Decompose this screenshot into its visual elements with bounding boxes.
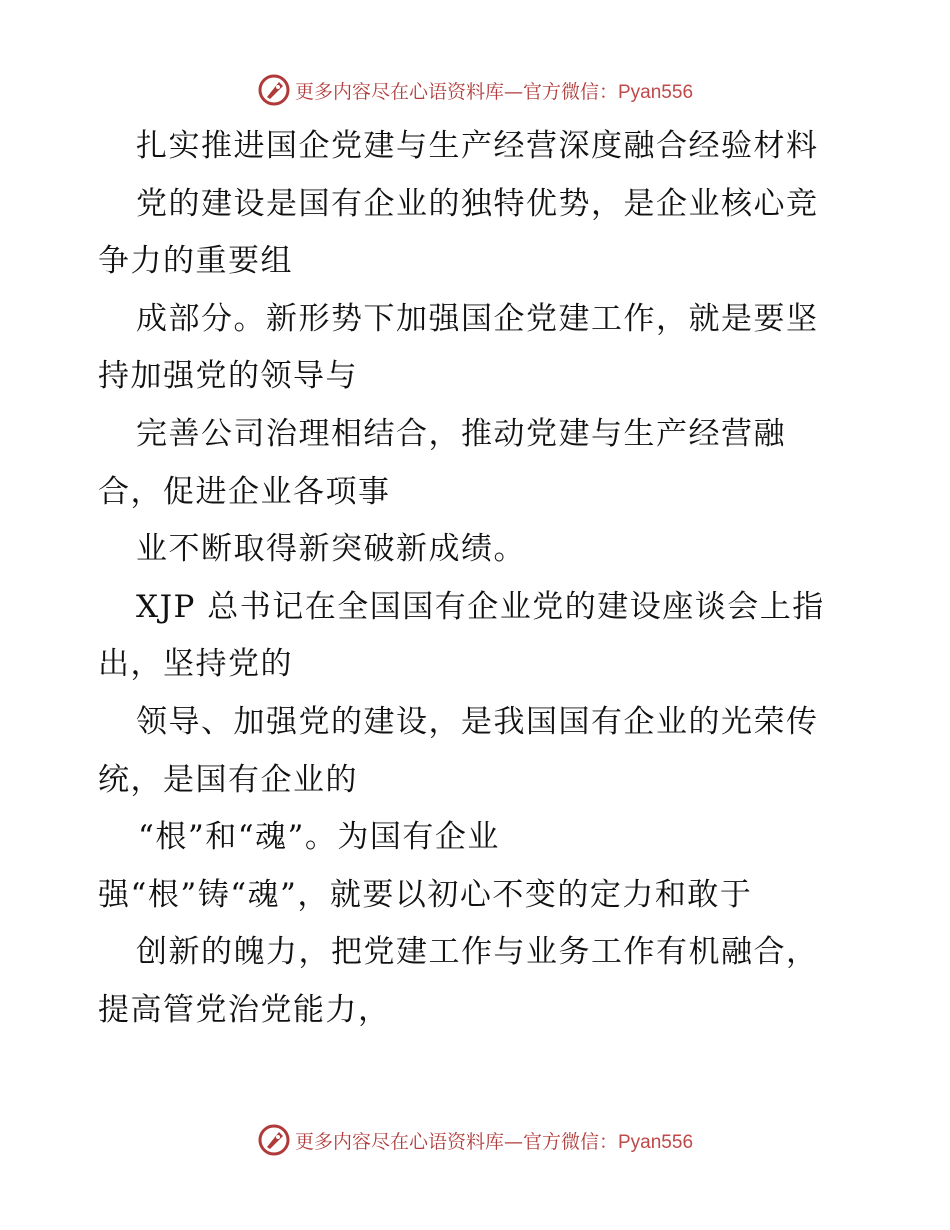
paragraph-line: 强“根”铸“魂”，就要以初心不变的定力和敢于 (98, 876, 753, 913)
paragraph-line: 统，是国有企业的 (98, 761, 358, 798)
header-account: Pyan556 (618, 81, 694, 103)
paragraph-line: 领导、加强党的建设，是我国国有企业的光荣传 (136, 703, 819, 740)
footer-account: Pyan556 (618, 1131, 694, 1153)
document-title: 扎实推进国企党建与生产经营深度融合经验材料 (136, 128, 819, 164)
header-text: 更多内容尽在心语资料库—官方微信：Pyan556 (294, 80, 694, 103)
header-banner (0, 70, 950, 110)
paragraph-line: 成部分。新形势下加强国企党建工作，就是要坚 (136, 300, 819, 337)
footer-text: 更多内容尽在心语资料库—官方微信：Pyan556 (294, 1130, 694, 1153)
paragraph-line: 创新的魄力，把党建工作与业务工作有机融合， (136, 934, 819, 971)
paragraph-line: 出，坚持党的 (98, 646, 293, 683)
paragraph-line: “根”和“魂”。为国有企业 (138, 819, 500, 856)
pen-nib-logo-icon (257, 1123, 291, 1157)
paragraph-line: 完善公司治理相结合，推动党建与生产经营融 (136, 415, 786, 452)
paragraph-line: 提高管党治党能力， (98, 991, 391, 1028)
pen-nib-logo-icon (257, 73, 291, 107)
paragraph-line: 业不断取得新突破新成绩。 (136, 531, 526, 568)
paragraph-line: XJP 总书记在全国国有企业党的建设座谈会上指 (136, 588, 825, 625)
footer-banner (0, 1120, 950, 1160)
paragraph-line: 党的建设是国有企业的独特优势，是企业核心竞 (136, 185, 819, 222)
paragraph-line: 持加强党的领导与 (98, 358, 358, 395)
paragraph-line: 争力的重要组 (98, 243, 293, 280)
paragraph-line: 合，促进企业各项事 (98, 473, 391, 510)
document-body (98, 118, 858, 1040)
